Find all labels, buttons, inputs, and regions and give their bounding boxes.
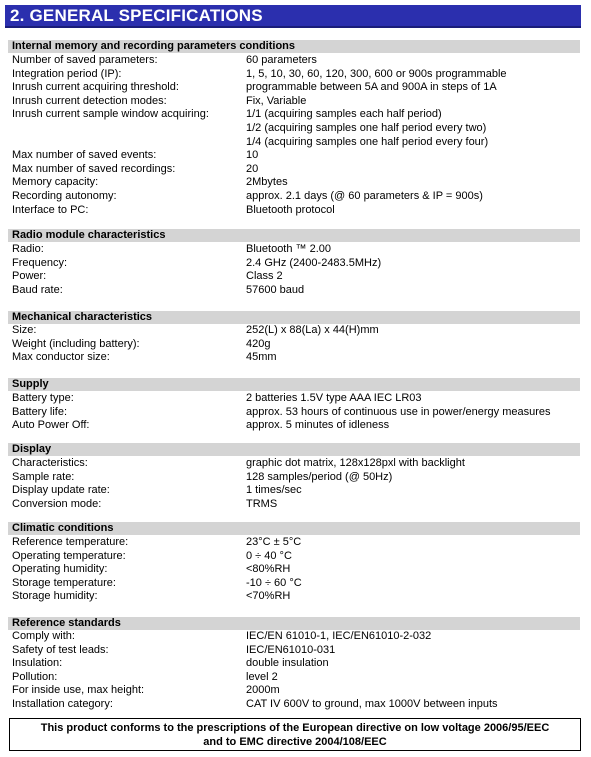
spec-row [0,284,591,298]
section-header [8,229,580,242]
spec-label: Safety of test leads: [12,643,109,656]
spec-row [0,536,591,550]
spec-row [0,122,591,136]
spec-row [0,149,591,163]
spec-label: Max number of saved recordings: [12,162,176,175]
spec-value: 2Mbytes [246,176,288,189]
spec-row [0,457,591,471]
spec-label: Memory capacity: [12,176,99,189]
spec-value: Class 2 [246,270,283,283]
section-title: Climatic conditions [12,522,114,534]
spec-label: Inrush current detection modes: [12,94,167,107]
spec-label: Number of saved parameters: [12,54,158,66]
spec-row [0,419,591,433]
spec-value: graphic dot matrix, 128x128pxl with backlight [246,457,465,469]
spec-row [0,176,591,190]
spec-value: 1 times/sec [246,484,302,497]
spec-label: Integration period (IP): [12,67,122,80]
spec-value: IEC/EN 61010-1, IEC/EN61010-2-032 [246,630,432,642]
spec-label: Baud rate: [12,283,63,296]
spec-label: Inrush current sample window acquiring: [12,108,209,121]
spec-row [0,630,591,644]
spec-row [0,471,591,485]
spec-label: Radio: [12,243,44,255]
spec-label: Pollution: [12,670,58,683]
spec-value: Bluetooth protocol [246,203,335,216]
spec-row [0,136,591,150]
spec-label: Inrush current acquiring threshold: [12,81,179,94]
spec-row [0,204,591,218]
spec-value: IEC/EN61010-031 [246,643,336,656]
spec-label: Interface to PC: [12,203,89,216]
spec-row [0,406,591,420]
spec-label: Comply with: [12,630,75,642]
spec-row [0,338,591,352]
spec-value: 420g [246,337,271,350]
spec-row [0,190,591,204]
section-header [8,378,580,391]
spec-label: Operating temperature: [12,549,126,562]
spec-row [0,324,591,338]
page-title-bar [5,5,581,28]
spec-value: 60 parameters [246,54,317,66]
spec-label: Size: [12,324,37,336]
spec-label: For inside use, max height: [12,684,145,697]
spec-row [0,351,591,365]
spec-row [0,684,591,698]
spec-row [0,257,591,271]
spec-value: CAT IV 600V to ground, max 1000V between inputs [246,698,498,710]
spec-row [0,644,591,658]
spec-row [0,108,591,122]
spec-label: Auto Power Off: [12,419,90,432]
spec-row [0,81,591,95]
spec-row [0,68,591,82]
section-title: Internal memory and recording parameters conditions [12,40,296,52]
spec-row [0,590,591,604]
spec-value: -10 ÷ 60 °C [246,576,302,589]
spec-value: 0 ÷ 40 °C [246,549,292,562]
spec-value: double insulation [246,657,329,670]
spec-label: Sample rate: [12,470,75,483]
spec-label: Battery life: [12,405,68,418]
spec-label: Characteristics: [12,457,88,469]
spec-value: <70%RH [246,590,291,603]
spec-value: 1, 5, 10, 30, 60, 120, 300, 600 or 900s programmable [246,67,507,80]
spec-label: Reference temperature: [12,536,129,548]
spec-value: 1/2 (acquiring samples one half period every two) [246,122,487,134]
spec-label: Battery type: [12,392,74,404]
spec-row [0,498,591,512]
spec-row [0,54,591,68]
spec-label: Operating humidity: [12,563,108,576]
spec-value: 1/1 (acquiring samples each half period) [246,108,442,121]
spec-value: Fix, Variable [246,94,307,107]
spec-label: Conversion mode: [12,497,102,510]
spec-label: Power: [12,270,47,283]
spec-row [0,577,591,591]
section-header [8,40,580,53]
spec-label: Display update rate: [12,484,110,497]
spec-label: Storage temperature: [12,576,116,589]
spec-row [0,484,591,498]
spec-value: 57600 baud [246,283,305,296]
spec-label: Frequency: [12,256,68,269]
spec-row [0,392,591,406]
spec-row [0,243,591,257]
section-title: Reference standards [12,617,121,629]
section-title: Supply [12,378,49,390]
section-header [8,443,580,456]
spec-value: 23°C ± 5°C [246,536,302,548]
spec-value: 1/4 (acquiring samples one half period every four) [246,135,489,148]
spec-value: approx. 53 hours of continuous use in power/energy measures [246,405,551,418]
conformity-line-1: This product conforms to the prescriptions of the European directive on low voltage 2006/95/EEC [40,722,550,734]
spec-value: 2 batteries 1.5V type AAA IEC LR03 [246,392,422,404]
spec-value: TRMS [246,497,278,510]
page-title: 2. GENERAL SPECIFICATIONS [10,6,263,25]
spec-row [0,563,591,577]
spec-value: approx. 2.1 days (@ 60 parameters & IP = 900s) [246,190,483,202]
spec-label: Storage humidity: [12,590,98,603]
spec-value: 45mm [246,351,277,364]
spec-label: Max conductor size: [12,351,110,364]
spec-label: Recording autonomy: [12,190,117,202]
spec-value: approx. 5 minutes of idleness [246,419,390,432]
spec-label: Insulation: [12,657,63,670]
spec-value: programmable between 5A and 900A in steps of 1A [246,81,497,94]
section-header [8,522,580,535]
spec-value: 20 [246,162,259,175]
spec-value: Bluetooth ™ 2.00 [246,243,332,255]
section-title: Radio module characteristics [12,229,166,241]
section-title: Display [12,443,52,455]
spec-value: 252(L) x 88(La) x 44(H)mm [246,324,379,336]
spec-row [0,270,591,284]
conformity-line-2: and to EMC directive 2004/108/EEC [203,736,387,748]
spec-row [0,657,591,671]
spec-value: level 2 [246,670,278,683]
section-title: Mechanical characteristics [12,311,153,323]
section-header [8,311,580,324]
spec-label: Weight (including battery): [12,337,140,350]
spec-value: 128 samples/period (@ 50Hz) [246,470,393,483]
spec-value: 2000m [246,684,280,697]
spec-row [0,550,591,564]
section-header [8,617,580,630]
spec-row [0,671,591,685]
spec-row [0,95,591,109]
spec-label: Installation category: [12,698,113,710]
spec-label: Max number of saved events: [12,149,157,162]
spec-value: 2.4 GHz (2400-2483.5MHz) [246,256,382,269]
spec-value: 10 [246,149,259,162]
conformity-note [9,718,581,751]
spec-value: <80%RH [246,563,291,576]
spec-row [0,698,591,712]
spec-row [0,163,591,177]
